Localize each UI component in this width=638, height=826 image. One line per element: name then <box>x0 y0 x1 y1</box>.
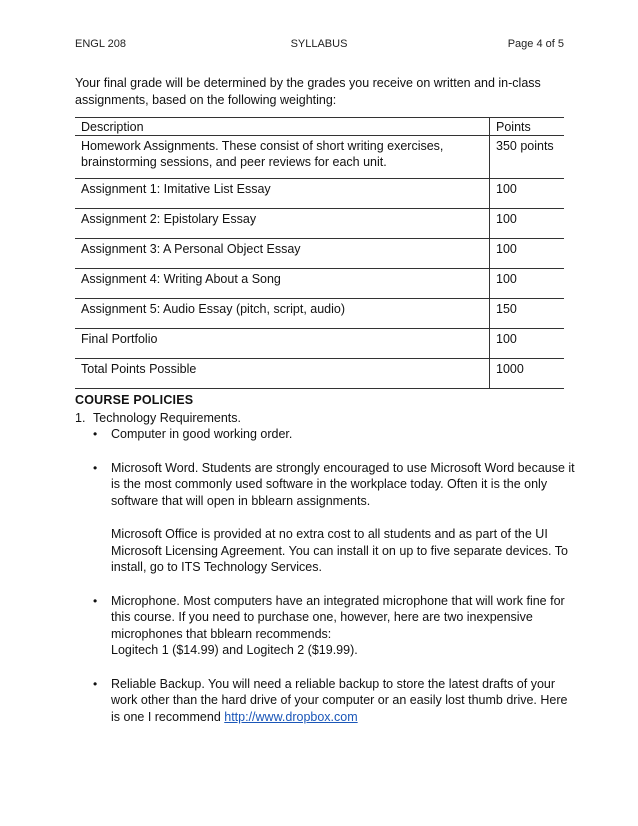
row-points: 100 <box>490 329 565 359</box>
row-points: 1000 <box>490 359 565 389</box>
list-item <box>75 593 575 659</box>
bullet-text-microphone: Microphone. Most computers have an integrated microphone that will work fine for this course. If you need to purchase one, however, here are two inexpensive microphones that bblearn recommends: <box>111 593 565 641</box>
row-description: Assignment 3: A Personal Object Essay <box>75 239 490 269</box>
table-row-total <box>75 359 564 389</box>
bullet-icon: • <box>93 593 98 608</box>
table-row <box>75 136 564 179</box>
bullet-text-office: Microsoft Office is provided at no extra cost to all students and as part of the UI Microsoft Licensing Agreement. You can install it on up to five separate devices. To install, go to ITS Technology Services. <box>111 527 568 574</box>
column-header-points: Points <box>490 118 565 136</box>
spacer <box>75 576 575 593</box>
item-label: Technology Requirements. <box>93 410 241 425</box>
row-description: Assignment 4: Writing About a Song <box>75 269 490 299</box>
row-points: 100 <box>490 179 565 209</box>
row-points: 100 <box>490 239 565 269</box>
table-row <box>75 329 564 359</box>
course-policies-section <box>75 392 575 725</box>
row-description: Homework Assignments. These consist of short writing exercises, brainstorming sessions, and peer reviews for each unit. <box>75 136 490 179</box>
header-page-number: Page 4 of 5 <box>507 38 564 50</box>
row-description: Assignment 5: Audio Essay (pitch, script, audio) <box>75 299 490 329</box>
table-row <box>75 209 564 239</box>
list-item <box>75 460 575 576</box>
row-points: 100 <box>490 269 565 299</box>
spacer <box>75 443 575 460</box>
table-row <box>75 179 564 209</box>
row-description: Assignment 1: Imitative List Essay <box>75 179 490 209</box>
requirements-list <box>75 426 575 725</box>
bullet-text-logitech: Logitech 1 ($14.99) and Logitech 2 ($19.99). <box>111 643 358 657</box>
grade-weighting-table <box>75 117 564 389</box>
row-description: Final Portfolio <box>75 329 490 359</box>
spacer <box>111 509 575 526</box>
column-header-description: Description <box>75 118 490 136</box>
table-row <box>75 299 564 329</box>
table-row <box>75 239 564 269</box>
numbered-item <box>75 410 575 427</box>
bullet-text-backup <box>111 676 575 726</box>
dropbox-link[interactable]: http://www.dropbox.com <box>224 709 358 724</box>
bullet-text-computer: Computer in good working order. <box>111 427 293 441</box>
backup-text: Reliable Backup. You will need a reliable backup to store the latest drafts of your work other than the hard drive of your computer or an easily lost thumb drive. Here is one I recommend <box>111 676 568 724</box>
row-points: 100 <box>490 209 565 239</box>
header-course-code: ENGL 208 <box>75 38 126 50</box>
list-item <box>75 426 575 443</box>
bullet-icon: • <box>93 460 98 475</box>
table-header-row <box>75 118 564 136</box>
table-row <box>75 269 564 299</box>
bullet-icon: • <box>93 676 98 691</box>
section-heading: COURSE POLICIES <box>75 393 194 407</box>
bullet-text-word: Microsoft Word. Students are strongly encouraged to use Microsoft Word because it is the most commonly used software in the workplace today. Often it is the only software that will open in bblearn assignments. <box>111 460 575 508</box>
header-title: SYLLABUS <box>290 38 348 50</box>
grade-intro-text: Your final grade will be determined by the grades you receive on written and in-class assignments, based on the following weighting: <box>75 76 541 107</box>
list-item <box>75 676 575 726</box>
bullet-icon: • <box>93 427 98 441</box>
row-points: 150 <box>490 299 565 329</box>
row-description: Assignment 2: Epistolary Essay <box>75 209 490 239</box>
row-points: 350 points <box>490 136 565 179</box>
item-number: 1. <box>75 410 86 425</box>
row-description: Total Points Possible <box>75 359 490 389</box>
spacer <box>75 659 575 676</box>
